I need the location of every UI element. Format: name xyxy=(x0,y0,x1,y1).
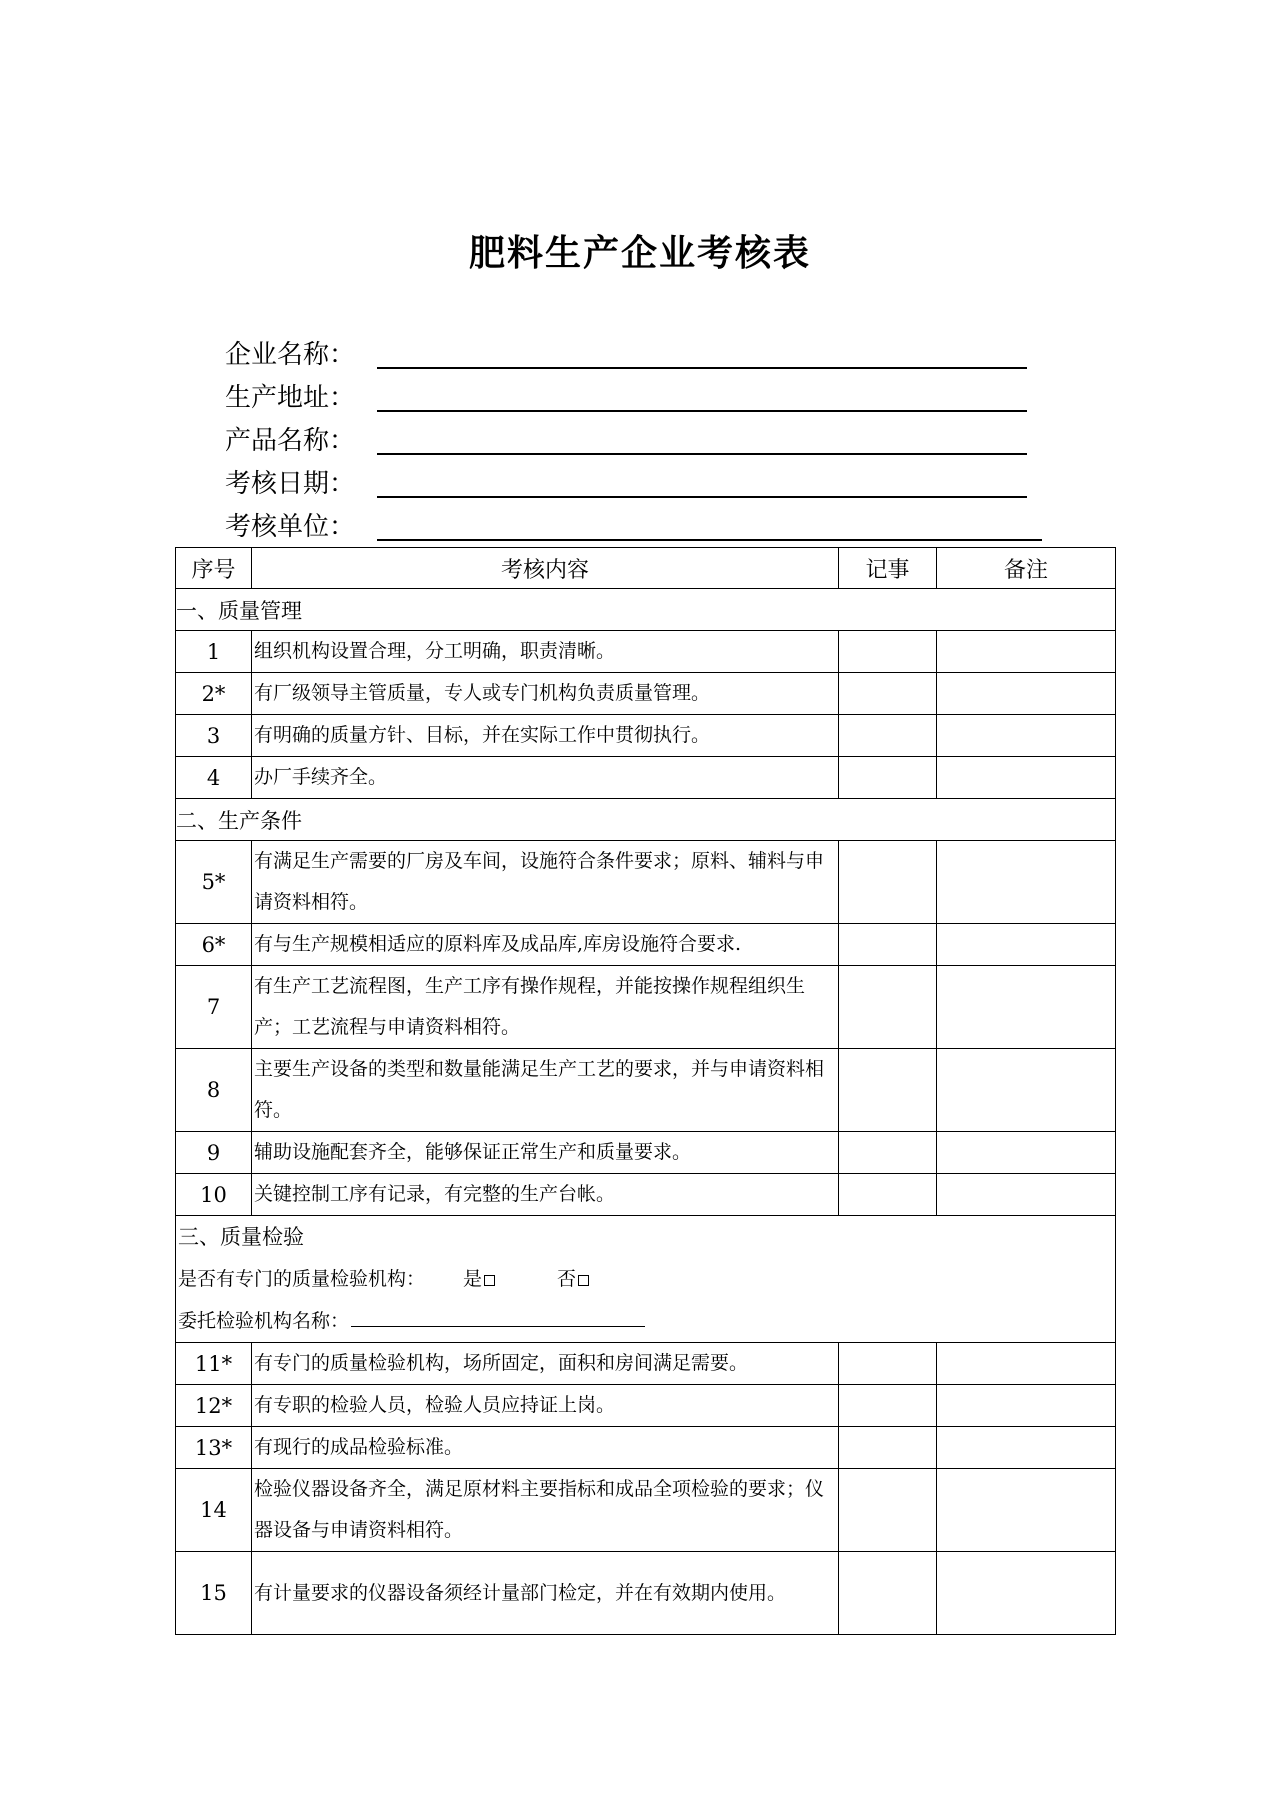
table-row xyxy=(176,924,1116,966)
seq-cell: 9 xyxy=(176,1132,252,1174)
table-row xyxy=(176,673,1116,715)
seq-cell: 10 xyxy=(176,1174,252,1216)
record-cell[interactable] xyxy=(839,1174,937,1216)
remark-cell[interactable] xyxy=(937,1552,1116,1635)
remark-cell[interactable] xyxy=(937,924,1116,966)
yes-label: 是 xyxy=(463,1268,483,1290)
record-cell[interactable] xyxy=(839,1552,937,1635)
table-row xyxy=(176,1385,1116,1427)
content-cell: 有满足生产需要的厂房及车间，设施符合条件要求；原料、辅料与申请资料相符。 xyxy=(252,841,839,924)
no-checkbox[interactable] xyxy=(578,1275,589,1286)
remark-cell[interactable] xyxy=(937,1049,1116,1132)
record-cell[interactable] xyxy=(839,1049,937,1132)
content-cell: 有生产工艺流程图，生产工序有操作规程，并能按操作规程组织生产；工艺流程与申请资料相符。 xyxy=(252,966,839,1049)
section-row xyxy=(176,589,1116,631)
section-3-block xyxy=(176,1216,1116,1343)
content-cell: 组织机构设置合理，分工明确，职责清晰。 xyxy=(252,631,839,673)
seq-cell: 3 xyxy=(176,715,252,757)
agency-line xyxy=(178,1300,1115,1342)
no-label: 否 xyxy=(557,1268,577,1290)
content-cell: 检验仪器设备齐全，满足原材料主要指标和成品全项检验的要求；仪器设备与申请资料相符。 xyxy=(252,1469,839,1552)
record-cell[interactable] xyxy=(839,757,937,799)
table-row xyxy=(176,631,1116,673)
inspection-question-line xyxy=(178,1258,1115,1300)
agency-name-field[interactable] xyxy=(351,1326,645,1327)
product-name-field[interactable] xyxy=(377,453,1027,455)
seq-cell: 8 xyxy=(176,1049,252,1132)
content-cell: 辅助设施配套齐全，能够保证正常生产和质量要求。 xyxy=(252,1132,839,1174)
seq-cell: 4 xyxy=(176,757,252,799)
header-content: 考核内容 xyxy=(252,548,839,589)
address-label: 生产地址： xyxy=(225,383,356,413)
content-cell: 有现行的成品检验标准。 xyxy=(252,1427,839,1469)
seq-cell: 15 xyxy=(176,1552,252,1635)
info-row-address xyxy=(225,373,1042,416)
content-cell: 有专职的检验人员，检验人员应持证上岗。 xyxy=(252,1385,839,1427)
content-cell: 有明确的质量方针、目标，并在实际工作中贯彻执行。 xyxy=(252,715,839,757)
section-title: 三、质量检验 xyxy=(178,1225,304,1249)
remark-cell[interactable] xyxy=(937,631,1116,673)
record-cell[interactable] xyxy=(839,1469,937,1552)
record-cell[interactable] xyxy=(839,715,937,757)
remark-cell[interactable] xyxy=(937,1343,1116,1385)
seq-cell: 5* xyxy=(176,841,252,924)
section-title: 一、质量管理 xyxy=(176,589,1116,631)
assessment-table xyxy=(175,547,1116,1635)
content-cell: 有专门的质量检验机构，场所固定，面积和房间满足需要。 xyxy=(252,1343,839,1385)
info-fields xyxy=(225,330,1042,545)
page-title: 肥料生产企业考核表 xyxy=(468,233,811,274)
remark-cell[interactable] xyxy=(937,715,1116,757)
section-row xyxy=(176,1216,1116,1343)
remark-cell[interactable] xyxy=(937,1469,1116,1552)
remark-cell[interactable] xyxy=(937,841,1116,924)
company-name-label: 企业名称： xyxy=(225,340,356,370)
table-row xyxy=(176,757,1116,799)
seq-cell: 11* xyxy=(176,1343,252,1385)
content-cell: 有厂级领导主管质量，专人或专门机构负责质量管理。 xyxy=(252,673,839,715)
content-cell: 关键控制工序有记录，有完整的生产台帐。 xyxy=(252,1174,839,1216)
remark-cell[interactable] xyxy=(937,1385,1116,1427)
record-cell[interactable] xyxy=(839,966,937,1049)
seq-cell: 1 xyxy=(176,631,252,673)
content-cell: 有计量要求的仪器设备须经计量部门检定，并在有效期内使用。 xyxy=(252,1552,839,1635)
record-cell[interactable] xyxy=(839,631,937,673)
company-name-field[interactable] xyxy=(377,367,1027,369)
remark-cell[interactable] xyxy=(937,1132,1116,1174)
unit-label: 考核单位： xyxy=(225,512,356,542)
header-seq: 序号 xyxy=(176,548,252,589)
table-row xyxy=(176,1469,1116,1552)
info-row-date xyxy=(225,459,1042,502)
agency-label: 委托检验机构名称： xyxy=(178,1310,350,1332)
seq-cell: 6* xyxy=(176,924,252,966)
content-cell: 办厂手续齐全。 xyxy=(252,757,839,799)
content-cell: 有与生产规模相适应的原料库及成品库,库房设施符合要求. xyxy=(252,924,839,966)
remark-cell[interactable] xyxy=(937,1174,1116,1216)
header-remark: 备注 xyxy=(937,548,1116,589)
section-title: 二、生产条件 xyxy=(176,799,1116,841)
record-cell[interactable] xyxy=(839,673,937,715)
table-header-row xyxy=(176,548,1116,589)
record-cell[interactable] xyxy=(839,924,937,966)
date-field[interactable] xyxy=(377,496,1027,498)
record-cell[interactable] xyxy=(839,1343,937,1385)
seq-cell: 14 xyxy=(176,1469,252,1552)
header-record: 记事 xyxy=(839,548,937,589)
address-field[interactable] xyxy=(377,410,1027,412)
remark-cell[interactable] xyxy=(937,1427,1116,1469)
record-cell[interactable] xyxy=(839,1427,937,1469)
remark-cell[interactable] xyxy=(937,966,1116,1049)
seq-cell: 7 xyxy=(176,966,252,1049)
table-row xyxy=(176,841,1116,924)
table-row xyxy=(176,1174,1116,1216)
record-cell[interactable] xyxy=(839,1385,937,1427)
content-cell: 主要生产设备的类型和数量能满足生产工艺的要求，并与申请资料相符。 xyxy=(252,1049,839,1132)
seq-cell: 12* xyxy=(176,1385,252,1427)
table-row xyxy=(176,966,1116,1049)
seq-cell: 2* xyxy=(176,673,252,715)
seq-cell: 13* xyxy=(176,1427,252,1469)
table-row xyxy=(176,715,1116,757)
info-row-product xyxy=(225,416,1042,459)
product-name-label: 产品名称： xyxy=(225,426,356,456)
date-label: 考核日期： xyxy=(225,469,356,499)
record-cell[interactable] xyxy=(839,1132,937,1174)
table-row xyxy=(176,1427,1116,1469)
inspection-question: 是否有专门的质量检验机构： xyxy=(178,1268,426,1290)
table-row xyxy=(176,1552,1116,1635)
info-row-unit xyxy=(225,502,1042,545)
table-row xyxy=(176,1343,1116,1385)
record-cell[interactable] xyxy=(839,841,937,924)
unit-field[interactable] xyxy=(377,539,1042,541)
remark-cell[interactable] xyxy=(937,757,1116,799)
section-row xyxy=(176,799,1116,841)
table-row xyxy=(176,1132,1116,1174)
yes-checkbox[interactable] xyxy=(484,1275,495,1286)
table-row xyxy=(176,1049,1116,1132)
remark-cell[interactable] xyxy=(937,673,1116,715)
info-row-company xyxy=(225,330,1042,373)
